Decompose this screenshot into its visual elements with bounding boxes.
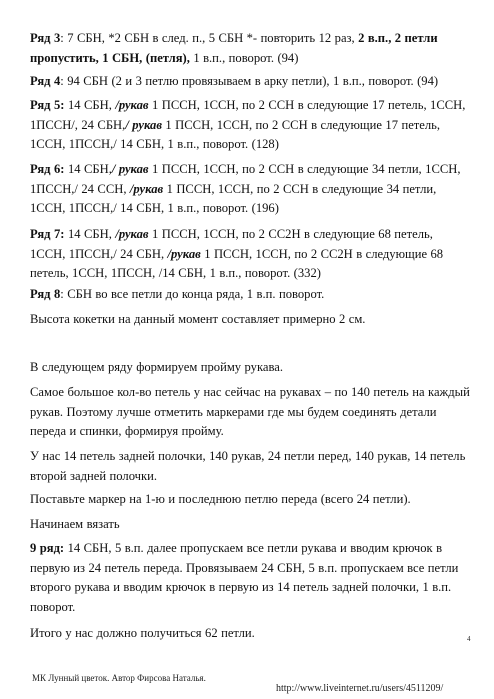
body-text: : 94 СБН (2 и 3 петлю провязываем в арку петли), 1 в.п., поворот. (94) bbox=[60, 74, 439, 88]
body-text: 1 ПССН, 1ССН, по 2 СС2Н в следующие 68 петель, 1ССН, 1ПССН,/ 24 СБН, bbox=[30, 227, 433, 261]
emphasis-text: Ряд 8 bbox=[30, 287, 61, 301]
body-text: Высота кокетки на данный момент составляет примерно 2 см. bbox=[30, 312, 366, 326]
footer-author: МК Лунный цветок. Автор Фирсова Наталья. bbox=[32, 673, 206, 683]
emphasis-text: /рукав bbox=[115, 227, 149, 241]
body-text: : СБН во все петли до конца ряда, 1 в.п. поворот. bbox=[60, 287, 325, 301]
paragraph-next-row bbox=[30, 358, 470, 378]
body-text: 1 ПССН, 1ССН, по 2 СС2Н в следующие 68 петель, 1ССН, 1ПССН, /14 СБН, 1 в.п., поворот. (332) bbox=[30, 246, 444, 280]
emphasis-text: Ряд 4 bbox=[30, 74, 61, 88]
emphasis-text: 9 ряд: bbox=[30, 541, 65, 555]
body-text: : 7 СБН, *2 СБН в след. п., 5 СБН *- повторить 12 раз, bbox=[60, 31, 359, 45]
paragraph-start bbox=[30, 515, 470, 535]
paragraph-row-8 bbox=[30, 285, 470, 305]
body-text: Итого у нас должно получиться 62 петли. bbox=[30, 626, 255, 640]
footer-url: http://www.liveinternet.ru/users/4511209/ bbox=[276, 683, 444, 694]
body-text: 1 в.п., поворот. (94) bbox=[189, 50, 299, 65]
body-text: 1 ПССН, 1ССН, по 2 ССН в следующие 34 петли, 1ССН, 1ПССН,/ 24 ССН, bbox=[30, 162, 461, 196]
paragraph-row-6 bbox=[30, 160, 470, 219]
emphasis-text: /рукав bbox=[115, 98, 149, 112]
body-text: Поставьте маркер на 1-ю и последнюю петлю переда (всего 24 петли). bbox=[30, 492, 411, 506]
emphasis-text: / рукав bbox=[111, 162, 149, 176]
body-text: 14 СБН, bbox=[64, 227, 116, 241]
body-text: В следующем ряду формируем пройму рукава. bbox=[30, 360, 283, 374]
body-text: 14 СБН, bbox=[64, 162, 112, 176]
page-number: 4 bbox=[467, 635, 471, 643]
emphasis-text: Ряд 7: bbox=[30, 227, 65, 241]
body-text: 14 СБН, 5 в.п. далее пропускаем все петли рукава и вводим крючок в первую из 24 петель переда. Провязываем 24 СБН, 5 в.п. пропускаем все петли второго рукава и вводим крючок в первую из 14 петель задней полочки, 1 в.п. поворот. bbox=[30, 541, 459, 614]
emphasis-text: /рукав bbox=[167, 246, 201, 261]
body-text: 14 СБН, bbox=[64, 98, 116, 112]
body-text: 1 ПССН, 1ССН, по 2 ССН в следующие 17 петель, 1ССН, 1ПССН,/ 14 СБН, 1 в.п., поворот. (128) bbox=[30, 117, 441, 151]
paragraph-row-5 bbox=[30, 96, 470, 155]
paragraph-marker bbox=[30, 490, 470, 510]
emphasis-text: /рукав bbox=[129, 181, 164, 196]
body-text: У нас 14 петель задней полочки, 140 рукав, 24 петли перед, 140 рукав, 14 петель второй задней полочки. bbox=[30, 449, 466, 483]
paragraph-row-7 bbox=[30, 225, 470, 284]
paragraph-largest-count bbox=[30, 383, 470, 442]
paragraph-yoke-height bbox=[30, 310, 470, 330]
paragraph-row-4 bbox=[30, 72, 470, 92]
body-text: Самое большое кол-во петель у нас сейчас на рукавах – по 140 петель на каждый рукав. Поэтому лучше отметить маркерами где мы будем соединять детали переда и спинки, формируя пройму. bbox=[30, 385, 470, 438]
emphasis-text: Ряд 5: bbox=[30, 98, 65, 112]
emphasis-text: 2 в.п., 2 петли пропустить, 1 СБН, (петля), bbox=[30, 31, 438, 65]
paragraph-row-3 bbox=[30, 29, 470, 68]
body-text: 1 ПССН, 1ССН, по 2 ССН в следующие 17 петель, 1ССН, 1ПССН/, 24 СБН, bbox=[30, 98, 466, 132]
emphasis-text: / рукав bbox=[125, 117, 162, 132]
emphasis-text: Ряд 3 bbox=[30, 31, 61, 45]
body-text: Начинаем вязать bbox=[30, 517, 120, 531]
body-text: 1 ПССН, 1ССН, по 2 ССН в следующие 34 петли, 1ССН, 1ПССН,/ 14 СБН, 1 в.п., поворот. (196) bbox=[30, 181, 437, 215]
paragraph-total bbox=[30, 624, 470, 644]
emphasis-text: Ряд 6: bbox=[30, 162, 65, 176]
paragraph-row-9 bbox=[30, 539, 470, 617]
paragraph-stitch-counts bbox=[30, 447, 470, 486]
